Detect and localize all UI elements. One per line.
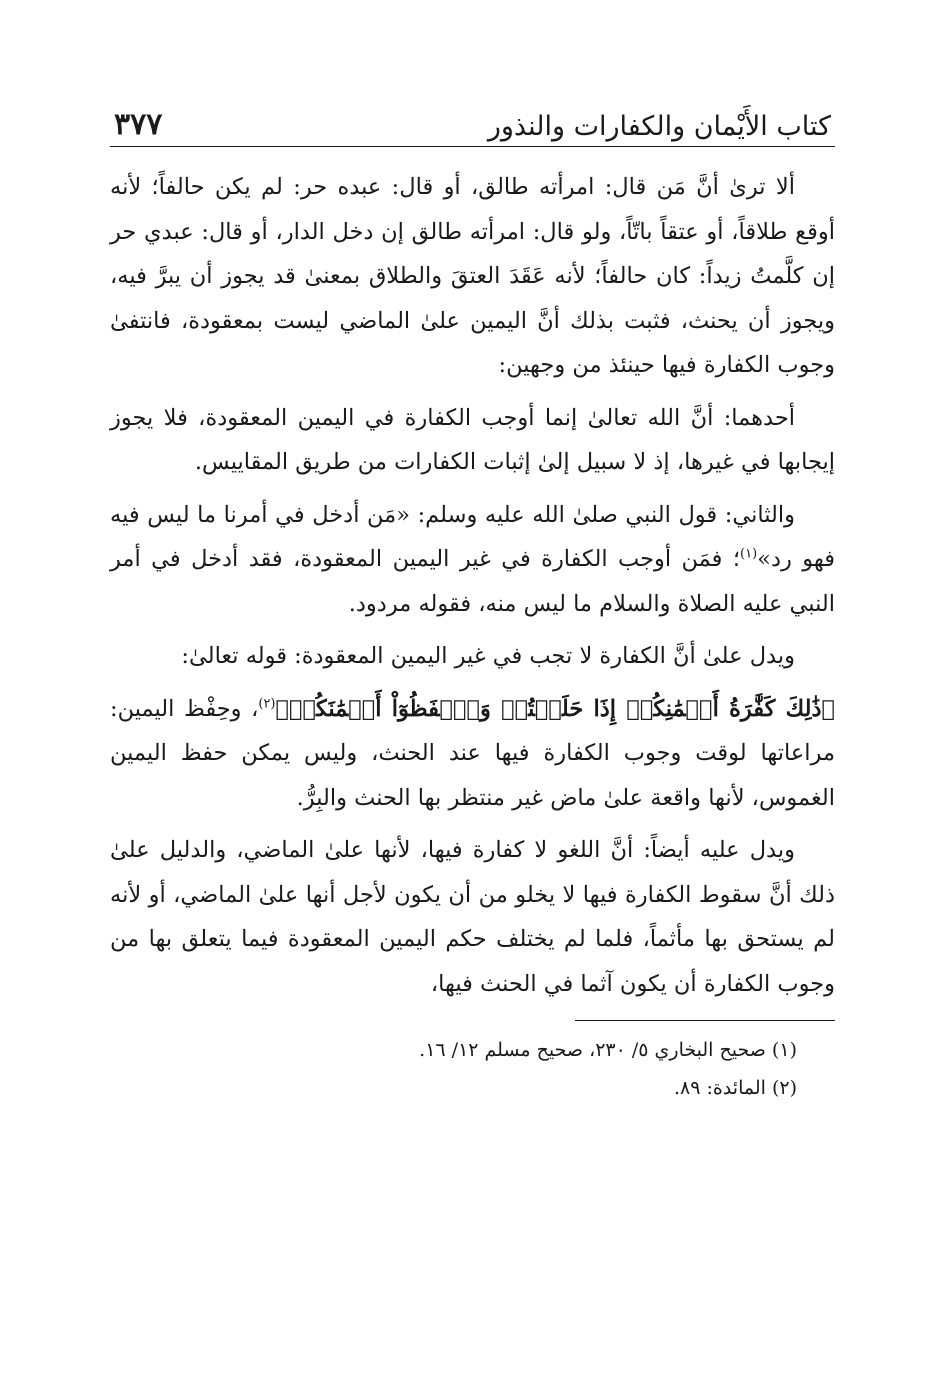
paragraph-5 (110, 687, 835, 821)
running-header (110, 90, 835, 147)
header-title: كتاب الأَيْمان والكفارات والنذور (487, 111, 831, 142)
footnote-ref-2: (٢) (258, 696, 276, 711)
footnote-ref-1: (١) (740, 546, 758, 562)
paragraph-2: أحدهما: أنَّ الله تعالىٰ إنما أوجب الكفارة في اليمين المعقودة، فلا يجوز إيجابها في غيرها، إذ لا سبيل إلىٰ إثبات الكفارات من طريق المقاييس. (110, 404, 835, 475)
footnote-divider (575, 1020, 835, 1021)
paragraph-5-text: ، وحِفْظ اليمين: مراعاتها لوقت وجوب الكفارة فيها عند الحنث، وليس يمكن حفظ اليمين الغموس، لأنها واقعة علىٰ ماض غير منتظر بها الحنث والبِرُّ. (110, 695, 835, 811)
paragraph-3 (110, 493, 835, 627)
paragraph-4: ويدل علىٰ أنَّ الكفارة لا تجب في غير اليمين المعقودة: قوله تعالىٰ: (181, 643, 795, 669)
footnote-2: (٢) المائدة: ٨٩. (673, 1077, 797, 1099)
book-page (110, 90, 835, 1107)
paragraph-1: ألا ترىٰ أنَّ مَن قال: امرأته طالق، أو قال: عبده حر: لم يكن حالفاً؛ لأنه أوقع طلاقاً، أو عتقاً باتّاً، ولو قال: امرأته طالق إن دخل الدار، أو قال: عبدي حر إن كلَّمتُ زيداً: كان حالفاً؛ لأنه عَقَدَ العتقَ والطلاق بمعنىٰ قد يجوز أن يبرَّ فيه، ويجوز أن يحنث، فثبت بذلك أنَّ اليمين علىٰ الماضي ليست بمعقودة، فانتفىٰ وجوب الكفارة فيها حينئذ من وجهين: (110, 174, 835, 378)
footnote-1: (١) صحيح البخاري ٥/ ٢٣٠، صحيح مسلم ١٢/ ١٦. (419, 1039, 797, 1061)
paragraph-6: ويدل عليه أيضاً: أنَّ اللغو لا كفارة فيها، لأنها علىٰ الماضي، والدليل علىٰ ذلك أنَّ سقوط الكفارة فيها لا يخلو من أن يكون لأجل أنها علىٰ الماضي، أو لأنه لم يستحق بها مأثماً، فلما لم يختلف حكم اليمين المعقودة فيما يتعلق بها من وجوب الكفارة أن يكون آثما في الحنث فيها، (110, 837, 835, 997)
paragraph-3-text-after: ؛ فمَن أوجب الكفارة في غير اليمين المعقودة، فقد أدخل في أمر النبي عليه الصلاة والسلام ما ليس منه، فقوله مردود. (110, 546, 835, 617)
footnotes (110, 1031, 835, 1107)
body-text (110, 165, 835, 1006)
page-number: ٣٧٧ (114, 107, 163, 142)
quran-verse: ﴿ذَٰلِكَ كَفَّٰرَةُ أَيۡمَٰنِكُمۡ إِذَا حَلَفۡتُمۡ وَٱحۡفَظُوٓاْ أَيۡمَٰنَكُمۡ﴾ (275, 695, 835, 722)
paragraph-3-text: والثاني: قول النبي صلىٰ الله عليه وسلم: «مَن أدخل في أمرنا ما ليس فيه فهو رد» (110, 501, 835, 572)
